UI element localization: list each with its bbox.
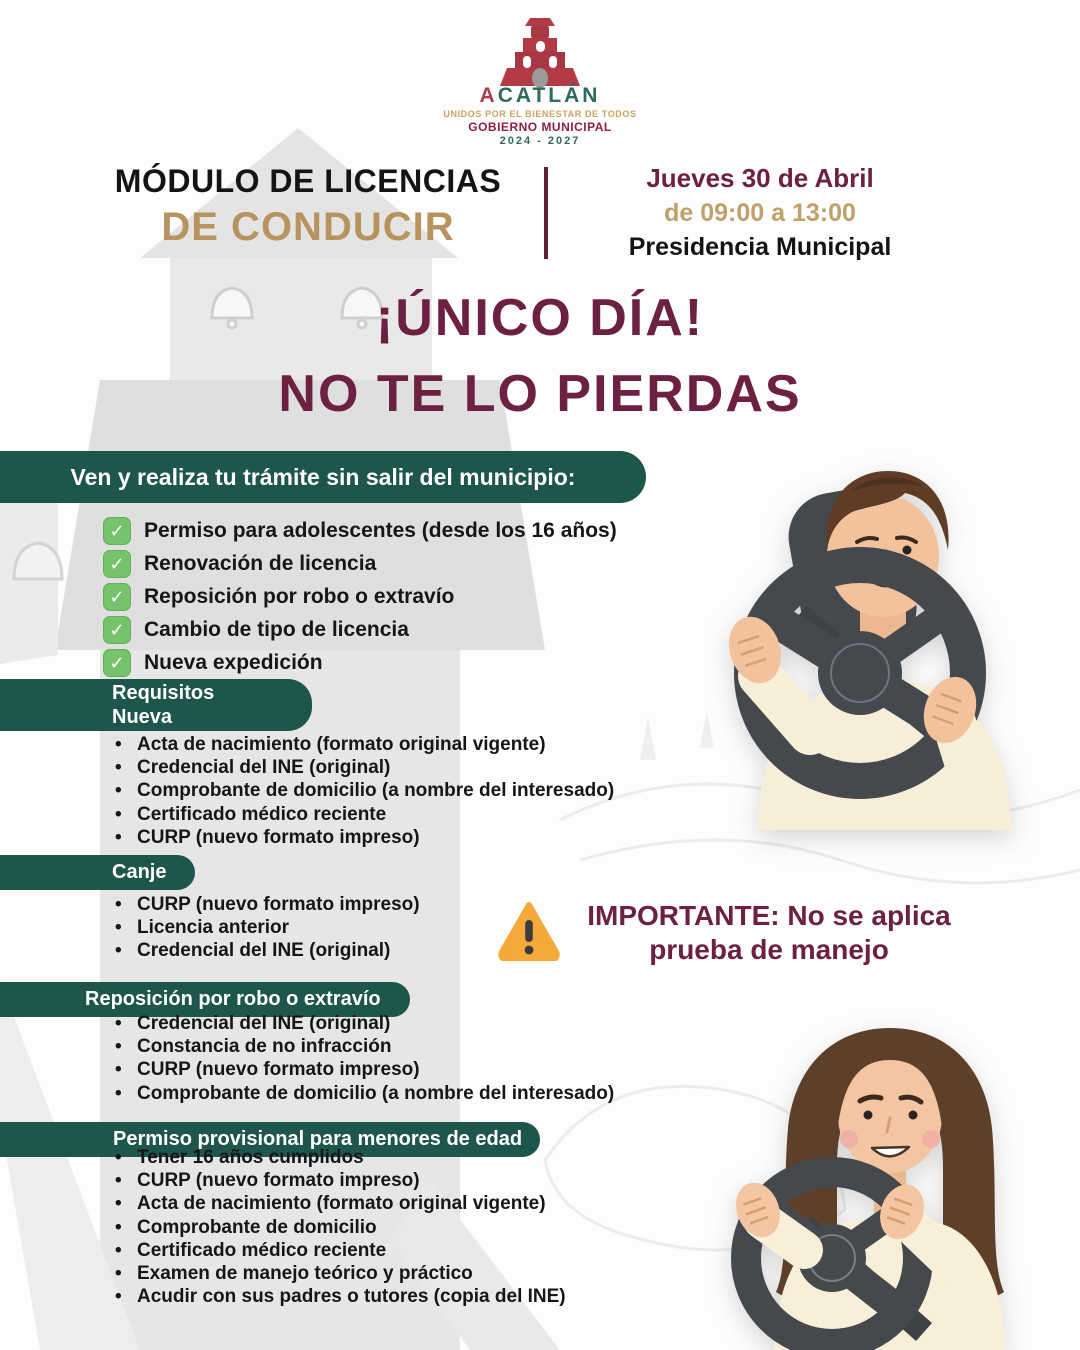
hero-line-2: NO TE LO PIERDAS <box>278 365 802 423</box>
service-item-label: Reposición por robo o extravío <box>144 584 455 608</box>
requirement-item <box>115 1012 614 1035</box>
service-item <box>103 613 617 646</box>
requirement-item <box>115 893 420 916</box>
bullet-icon: • <box>115 757 122 779</box>
logo-tagline: UNIDOS POR EL BIENESTAR DE TODOS <box>443 109 637 119</box>
bullet-icon: • <box>115 1013 122 1034</box>
requirement-item-label: Licencia anterior <box>137 917 290 939</box>
logo-period: 2024 - 2027 <box>499 135 581 147</box>
requirement-item <box>115 1082 614 1105</box>
requirement-item-label: Acta de nacimiento (formato original vigente) <box>137 734 546 755</box>
bullet-icon: • <box>115 803 122 825</box>
service-item <box>103 514 617 547</box>
bullet-icon: • <box>115 894 122 915</box>
bullet-icon: • <box>115 1082 122 1104</box>
hero-headline <box>0 288 1080 424</box>
church-tower-icon <box>495 16 585 88</box>
important-line-2: prueba de manejo <box>649 934 889 965</box>
requirement-item-label: CURP (nuevo formato impreso) <box>137 1059 420 1081</box>
section-title-line: Nueva <box>112 706 173 728</box>
services-checklist <box>103 514 617 679</box>
requirement-item-label: Certificado médico reciente <box>137 803 387 825</box>
requirement-item <box>115 1035 614 1058</box>
service-item-label: Nueva expedición <box>144 650 323 674</box>
bullet-icon: • <box>115 1286 122 1308</box>
check-icon: ✓ <box>103 517 131 545</box>
requirement-item <box>115 779 614 802</box>
requirement-item-label: Credencial del INE (original) <box>137 1013 391 1034</box>
reposicion-list <box>115 1012 614 1105</box>
bullet-icon: • <box>115 940 122 962</box>
service-item <box>103 547 617 580</box>
bullet-icon: • <box>115 1216 122 1238</box>
service-item <box>103 646 617 679</box>
requirement-item <box>115 939 420 962</box>
event-time: de 09:00 a 13:00 <box>664 199 856 227</box>
bullet-icon: • <box>115 780 122 802</box>
bullet-icon: • <box>115 1239 122 1261</box>
requirement-item <box>115 756 614 779</box>
requirement-item-label: CURP (nuevo formato impreso) <box>137 826 420 848</box>
bullet-icon: • <box>115 1147 122 1168</box>
section-title-line: Requisitos <box>112 682 215 704</box>
event-details <box>572 163 948 262</box>
requirement-item <box>115 826 614 849</box>
bullet-icon: • <box>115 734 122 755</box>
requirement-item-label: Credencial del INE (original) <box>137 940 391 962</box>
section-title-line: Canje <box>112 861 167 883</box>
requirement-item-label: Credencial del INE (original) <box>137 757 391 779</box>
requirement-item <box>115 803 614 826</box>
services-banner: Ven y realiza tu trámite sin salir del municipio: <box>0 451 646 503</box>
section-title-line: Permiso provisional para menores de edad <box>113 1128 523 1150</box>
bullet-icon: • <box>115 1170 122 1192</box>
requirement-item-label: Tener 16 años cumplidos <box>137 1147 364 1168</box>
bullet-icon: • <box>115 1193 122 1215</box>
event-place: Presidencia Municipal <box>628 233 892 261</box>
requirement-item-label: Acudir con sus padres o tutores (copia del INE) <box>137 1286 566 1308</box>
man-driving-illustration <box>700 438 1080 830</box>
bullet-icon: • <box>115 1036 122 1058</box>
important-line-1: IMPORTANTE: No se aplica <box>587 900 951 931</box>
canje-list <box>115 893 420 963</box>
requirement-item <box>115 733 614 756</box>
requirement-item-label: CURP (nuevo formato impreso) <box>137 894 420 915</box>
title-line-1: MÓDULO DE LICENCIAS <box>114 163 502 199</box>
service-item-label: Renovación de licencia <box>144 551 377 575</box>
municipal-logo <box>0 16 1080 147</box>
requirement-item <box>115 1058 614 1081</box>
section-title-line: Reposición por robo o extravío <box>85 988 381 1010</box>
requirement-item-label: Certificado médico reciente <box>137 1239 387 1261</box>
title-line-2: DE CONDUCIR <box>161 205 455 249</box>
event-date: Jueves 30 de Abril <box>646 163 874 193</box>
logo-government: GOBIERNO MUNICIPAL <box>468 120 612 134</box>
check-icon: ✓ <box>103 550 131 578</box>
flyer-title <box>88 163 528 250</box>
requisitos-nueva-list <box>115 733 614 849</box>
important-note <box>563 899 975 967</box>
bullet-icon: • <box>115 826 122 848</box>
bullet-icon: • <box>115 1059 122 1081</box>
requirement-item-label: Comprobante de domicilio (a nombre del interesado) <box>137 780 615 802</box>
header-divider <box>544 167 548 259</box>
check-icon: ✓ <box>103 583 131 611</box>
requirement-item <box>115 1216 566 1239</box>
requirement-item <box>115 1192 566 1215</box>
requirement-item <box>115 916 420 939</box>
requirement-item-label: Examen de manejo teórico y práctico <box>137 1263 473 1285</box>
requirement-item-label: CURP (nuevo formato impreso) <box>137 1170 420 1192</box>
section-banner-requisitos-nueva <box>0 679 312 731</box>
requirement-item-label: Constancia de no infracción <box>137 1036 392 1058</box>
check-icon: ✓ <box>103 616 131 644</box>
requirement-item <box>115 1239 566 1262</box>
section-banner-canje <box>0 855 195 890</box>
requirement-item <box>115 1169 566 1192</box>
warning-triangle-icon <box>498 901 560 966</box>
permiso-menores-list <box>115 1146 566 1308</box>
logo-city-name: ACATLÁN <box>479 84 601 107</box>
hero-line-1: ¡ÚNICO DÍA! <box>375 289 705 347</box>
requirement-item-label: Comprobante de domicilio <box>137 1216 377 1238</box>
requirement-item-label: Comprobante de domicilio (a nombre del interesado) <box>137 1082 615 1104</box>
service-item-label: Cambio de tipo de licencia <box>144 617 409 641</box>
woman-driving-illustration <box>712 998 1080 1350</box>
bullet-icon: • <box>115 917 122 939</box>
service-item-label: Permiso para adolescentes (desde los 16 años) <box>144 518 617 542</box>
requirement-item-label: Acta de nacimiento (formato original vigente) <box>137 1193 546 1215</box>
requirement-item <box>115 1285 566 1308</box>
check-icon: ✓ <box>103 649 131 677</box>
service-item <box>103 580 617 613</box>
bullet-icon: • <box>115 1263 122 1285</box>
requirement-item <box>115 1146 566 1169</box>
requirement-item <box>115 1262 566 1285</box>
